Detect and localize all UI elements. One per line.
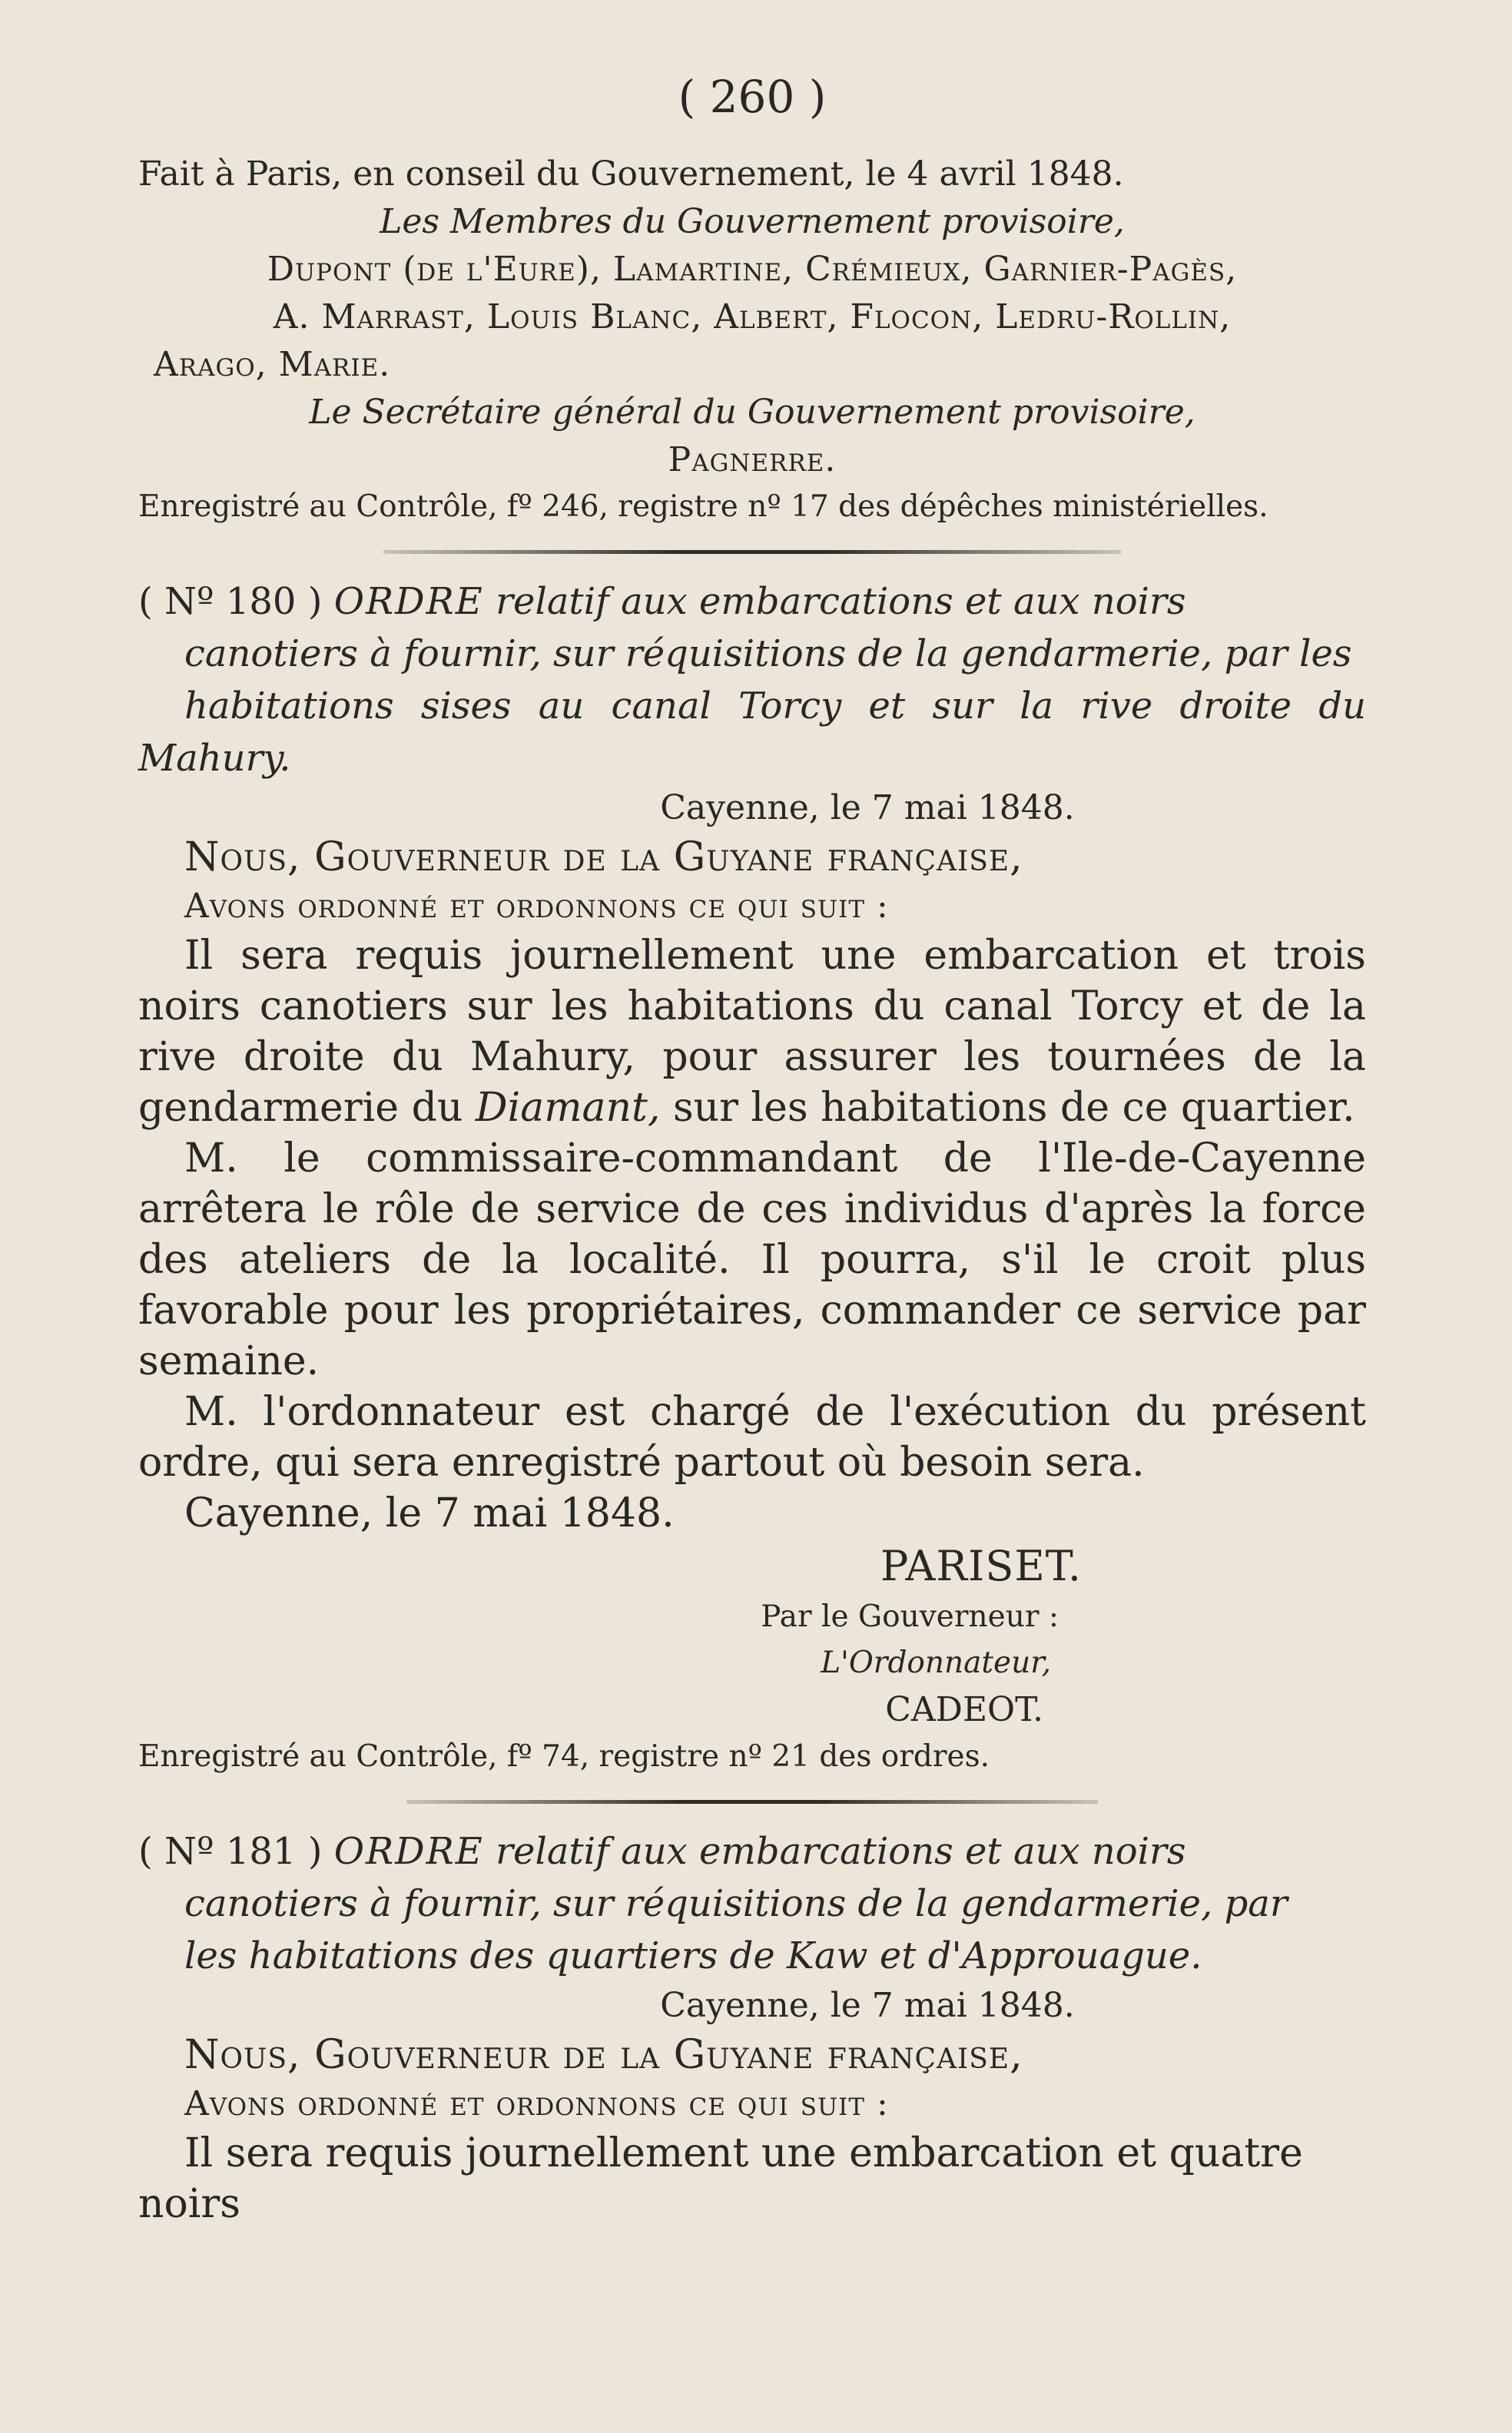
order-180-paragraph-1 xyxy=(138,930,1366,1133)
order-180-closing-date: Cayenne, le 7 mai 1848. xyxy=(184,1490,675,1536)
order-181-title-2: canotiers à fournir, sur réquisitions de la gendarmerie, par xyxy=(184,1882,1288,1925)
signatories-line-3: Arago, Marie. xyxy=(154,345,391,384)
signatories-line-2: A. Marrast, Louis Blanc, Albert, Flocon, Ledru-Rollin, xyxy=(273,297,1232,336)
section-divider xyxy=(406,1800,1098,1804)
order-181-date: Cayenne, le 7 mai 1848. xyxy=(660,1986,1075,2025)
order-181-paragraph-1: Il sera requis journellement une embarcation et quatre noirs xyxy=(138,2130,1303,2227)
order-180-para-1-end: sur les habitations de ce quartier. xyxy=(672,1085,1355,1131)
section-divider xyxy=(383,550,1121,554)
order-180-date: Cayenne, le 7 mai 1848. xyxy=(660,788,1075,827)
signatories-line-1: Dupont (de l'Eure), Lamartine, Crémieux, Garnier-Pagès, xyxy=(267,250,1238,289)
page-number: ( 260 ) xyxy=(678,71,827,123)
order-181-title-3: les habitations des quartiers de Kaw et d'Approuague. xyxy=(184,1934,1202,1977)
fait-a-paris-line: Fait à Paris, en conseil du Gouvernement, le 4 avril 1848. xyxy=(138,154,1124,194)
order-180-signature: PARISET. xyxy=(880,1542,1082,1590)
order-180-number: ( Nº 180 ) xyxy=(138,580,323,623)
order-180-paragraph-3: M. l'ordonnateur est chargé de l'exécution du présent ordre, qui sera enregistré partout où besoin sera. xyxy=(138,1389,1366,1486)
order-181-keyword: ORDRE xyxy=(333,1830,484,1873)
order-180-heading xyxy=(138,575,1366,784)
order-180-par-le-gouverneur: Par le Gouverneur : xyxy=(761,1599,1059,1634)
secretaire-line: Le Secrétaire général du Gouvernement provisoire, xyxy=(309,393,1195,432)
order-181-avons: Avons ordonné et ordonnons ce qui suit : xyxy=(184,2084,889,2123)
order-181-title-1: relatif aux embarcations et aux noirs xyxy=(496,1830,1186,1873)
order-181-heading xyxy=(138,1825,1366,1982)
order-180-keyword: ORDRE xyxy=(333,580,484,623)
order-180-registration: Enregistré au Contrôle, fº 74, registre nº 21 des ordres. xyxy=(138,1739,990,1774)
order-180-nous: Nous, Gouverneur de la Guyane française, xyxy=(184,834,1023,880)
order-180-para-1-diamant: Diamant, xyxy=(475,1085,661,1131)
order-180-title-2: canotiers à fournir, sur réquisitions de la gendarmerie, par les xyxy=(184,632,1352,675)
pagnerre-line: Pagnerre. xyxy=(668,440,837,479)
membres-line: Les Membres du Gouvernement provisoire, xyxy=(380,202,1125,241)
order-181-nous: Nous, Gouverneur de la Guyane française, xyxy=(184,2032,1023,2078)
order-180-title-3: habitations sises au canal Torcy et sur la rive droite du Mahury. xyxy=(138,684,1366,780)
order-180-para-1-text: Il sera requis journellement une embarcation et trois noirs canotiers sur les habitations du canal Torcy et de la rive droite du Mahury, pour assurer les tournées de la gendarmerie du xyxy=(138,933,1366,1131)
order-180-avons: Avons ordonné et ordonnons ce qui suit : xyxy=(184,887,889,926)
order-180-cadeot: CADEOT. xyxy=(885,1690,1043,1729)
order-180-paragraph-2: M. le commissaire-commandant de l'Ile-de-Cayenne arrêtera le rôle de service de ces individus d'après la force des ateliers de la localité. Il pourra, s'il le croit plus favorable pour les propriétaires, commander ce service par semaine. xyxy=(138,1135,1366,1384)
registration-line-top: Enregistré au Contrôle, fº 246, registre nº 17 des dépêches ministérielles. xyxy=(138,489,1268,524)
order-180-title-1: relatif aux embarcations et aux noirs xyxy=(496,580,1186,623)
order-181-number: ( Nº 181 ) xyxy=(138,1830,323,1873)
order-180-ordonnateur: L'Ordonnateur, xyxy=(821,1646,1051,1680)
